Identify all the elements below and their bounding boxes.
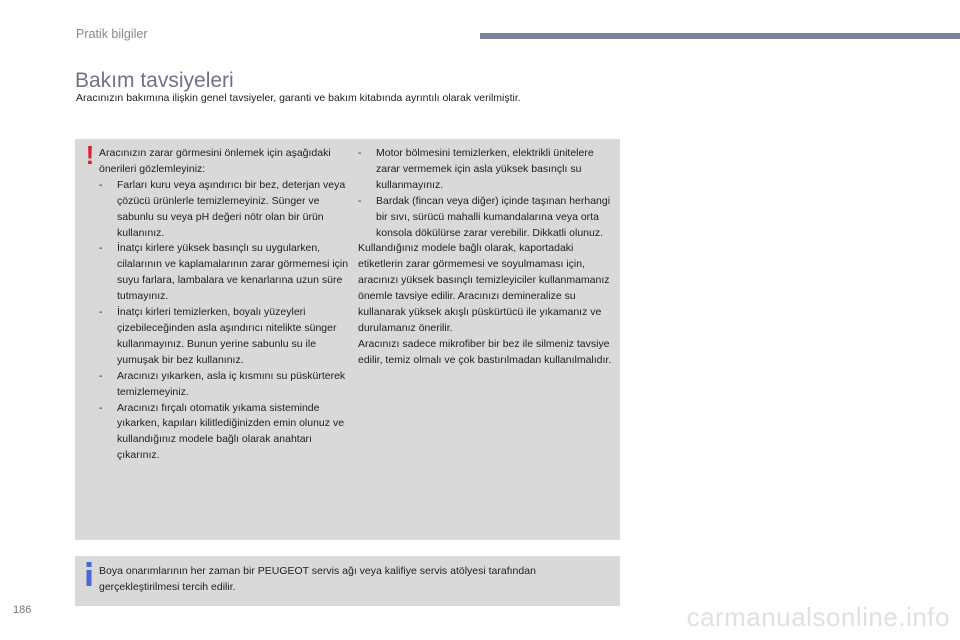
header-bar (480, 33, 960, 39)
list-item-text: Aracınızı yıkarken, asla iç kısmını su püskürterek temizlemeyiniz. (117, 369, 346, 398)
watermark: carmanualsonline.info (686, 602, 950, 632)
list-item: - Aracınızı fırçalı otomatik yıkama sisteminde yıkarken, kapıları kilitlediğinizden emin olunuz ve kullandığınız modele bağlı olarak anahtarı çıkarınız. (99, 401, 345, 462)
list-item: - Farları kuru veya aşındırıcı bir bez, deterjan veya çözücü ürünlerle temizlemeyiniz. Sünger ve sabunlu su veya pH değeri nötr olan bir ürün kullanınız. (99, 178, 346, 239)
list-item: - İnatçı kirlere yüksek basınçlı su uygularken, cilalarının ve kaplamalarının zarar görmemesi için suyu farlara, lambalara ve kenarlarına uzun süre tutmayınız. (99, 242, 349, 303)
paragraph: Aracınızı sadece mikrofiber bir bez ile silmeniz tavsiye edilir, temiz olmalı ve çok bastırılmadan kullanılmalıdır. (358, 337, 612, 366)
list-item: - İnatçı kirleri temizlerken, boyalı yüzeyleri çizebileceğinden asla aşındırıcı nitelikte sünger kullanmayınız. Bunun yerine sabunlu su ile yumuşak bir bez kullanınız. (99, 306, 337, 366)
page-number: 186 (13, 604, 32, 616)
list-item-text: İnatçı kirlere yüksek basınçlı su uygularken, cilalarının ve kaplamalarının zarar görmemesi için suyu farlara, lambalara ve kenarlarına uzun süre tutmayınız. (117, 242, 349, 303)
list-item-text: İnatçı kirleri temizlerken, boyalı yüzeyleri çizebileceğinden asla aşındırıcı nitelikte sünger kullanmayınız. Bunun yerine sabunlu su ile yumuşak bir bez kullanınız. (117, 306, 337, 366)
list-item-text: Motor bölmesini temizlerken, elektrikli ünitelere zarar vermemek için asla yüksek basınçlı su kullanmayınız. (376, 147, 594, 191)
info-text: Boya onarımlarının her zaman bir PEUGEOT servis ağı veya kalifiye servis atölyesi tarafından gerçekleştirilmesi tercih edilir. (99, 565, 536, 593)
warning-right-column (358, 146, 616, 369)
info-icon (83, 561, 95, 587)
list-item: - Motor bölmesini temizlerken, elektrikli ünitelere zarar vermemek için asla yüksek basınçlı su kullanmayınız. (358, 147, 594, 191)
list-item-text: Farları kuru veya aşındırıcı bir bez, deterjan veya çözücü ürünlerle temizlemeyiniz. Sünger ve sabunlu su veya pH değeri nötr olan bir ürün kullanınız. (117, 178, 346, 239)
list-item-text: Bardak (fincan veya diğer) içinde taşınan herhangi bir sıvı, sürücü mahalli kumandalarına veya orta konsola dökülürse zarar verebilir. Dikkatli olunuz. (376, 194, 611, 239)
list-item: - Bardak (fincan veya diğer) içinde taşınan herhangi bir sıvı, sürücü mahalli kumandalarına veya orta konsola dökülürse zarar verebilir. Dikkatli olunuz. (358, 194, 611, 239)
warning-lead: Aracınızın zarar görmesini önlemek için aşağıdaki önerileri gözlemleyiniz: (99, 147, 331, 175)
list-item: - Aracınızı yıkarken, asla iç kısmını su püskürterek temizlemeyiniz. (99, 369, 346, 398)
intro-text: Aracınızın bakımına ilişkin genel tavsiyeler, garanti ve bakım kitabında ayrıntılı olarak verilmiştir. (76, 92, 521, 104)
section-label: Pratik bilgiler (76, 27, 148, 41)
warning-left-column (99, 146, 351, 464)
exclamation-icon: ! (85, 140, 95, 170)
list-item-text: Aracınızı fırçalı otomatik yıkama sisteminde yıkarken, kapıları kilitlediğinizden emin olunuz ve kullandığınız modele bağlı olarak anahtarı çıkarınız. (117, 401, 345, 462)
page-title: Bakım tavsiyeleri (75, 69, 234, 93)
paragraph: Kullandığınız modele bağlı olarak, kaportadaki etiketlerin zarar görmemesi ve soyulmaması için, aracınızı yüksek basınçlı temizleyiciler kullanmamanız önemle tavsiye edilir. Aracınızı demineralize su kullanarak yüksek akışlı püskürtücü ile yıkamanız ve durulamanız önerilir. (358, 242, 610, 334)
